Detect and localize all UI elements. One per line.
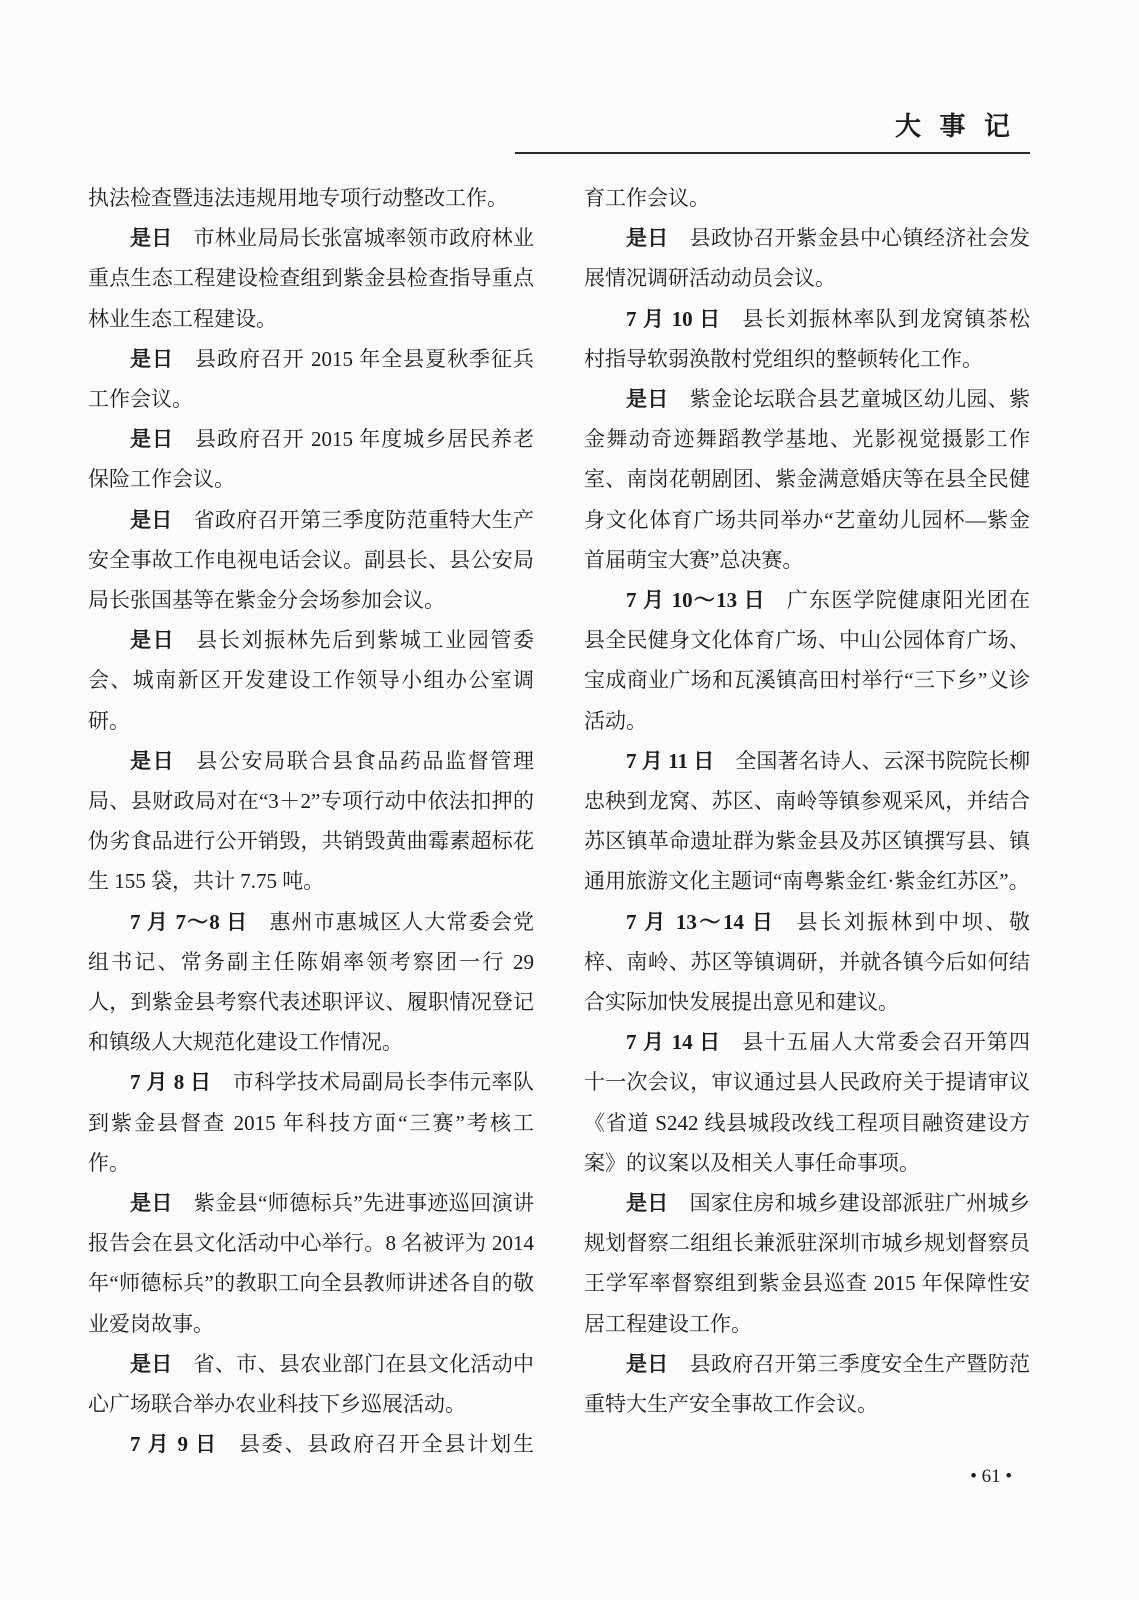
entry [88,620,534,741]
entry-date-label: 7 月 10～13 日 [626,588,766,613]
entry-text: 全国著名诗人、云深书院院长柳忠秧到龙窝、苏区、南岭等镇参观采风，并结合苏区镇革命遗址群为紫金县及苏区镇撰写县、镇通用旅游文化主题词“南粤紫金红·紫金红苏区”。 [584,748,1030,894]
entry-date-label: 7 月 13～14 日 [626,909,776,934]
entry [584,218,1030,298]
header-rule [515,152,1030,154]
entry-text: 育工作会议。 [584,186,710,210]
left-column [88,178,534,1465]
entry [88,1183,534,1344]
entry-date-label: 7 月 14 日 [626,1030,722,1055]
entry-text: 惠州市惠城区人大常委会党组书记、常务副主任陈娟率领考察团一行 29 人，到紫金县考察代表述职评议、履职情况登记和镇级人大规范化建设工作情况。 [88,909,535,1055]
entry [88,902,534,1063]
entry [88,741,534,902]
entry-date-label: 是日 [626,387,669,412]
entry [88,339,534,419]
continued-entry [88,178,534,218]
entry-date-label: 是日 [130,1351,173,1376]
entry-date-label: 7 月 9 日 [130,1432,218,1457]
entry [88,419,534,499]
entry-date-label: 是日 [626,1191,669,1216]
entry-date-label: 是日 [130,226,173,251]
entry-text: 省政府召开第三季度防范重特大生产安全事故工作电视电话会议。副县长、县公安局局长张国基等在紫金分会场参加会议。 [88,507,535,613]
entry [584,1022,1030,1183]
entry-date-label: 是日 [626,1351,669,1376]
entry-date-label: 是日 [130,1191,173,1216]
entry-text: 县政府召开 2015 年全县夏秋季征兵工作会议。 [88,346,534,412]
entry [88,1062,534,1183]
entry-text: 广东医学院健康阳光团在县全民健身文化体育广场、中山公园体育广场、宝成商业广场和瓦溪镇高田村举行“三下乡”义诊活动。 [584,588,1031,733]
entry-date-label: 7 月 8 日 [130,1070,212,1095]
entry [584,902,1030,1023]
entry-text: 国家住房和城乡建设部派驻广州城乡规划督察二组组长兼派驻深圳市城乡规划督察员王学军率督察组到紫金县巡查 2015 年保障性安居工程建设工作。 [584,1191,1031,1336]
entry [584,1183,1030,1344]
entry-date-label: 是日 [130,346,174,371]
entry-text: 省、市、县农业部门在县文化活动中心广场联合举办农业科技下乡巡展活动。 [88,1351,535,1417]
entry-text: 紫金论坛联合县艺童城区幼儿园、紫金舞动奇迹舞蹈教学基地、光影视觉摄影工作室、南岗花朝剧团、紫金满意婚庆等在县全民健身文化体育广场共同举办“艺童幼儿园杯—紫金首届萌宝大赛”总决赛。 [584,387,1031,572]
right-column [584,178,1030,1424]
entry-text: 县长刘振林到中坝、敬梓、南岭、苏区等镇调研，并就各镇今后如何结合实际加快发展提出意见和建议。 [584,909,1030,1015]
entry-text: 紫金县“师德标兵”先进事迹巡回演讲报告会在县文化活动中心举行。8 名被评为 2014 年“师德标兵”的教职工向全县教师讲述各自的敬业爱岗故事。 [88,1191,535,1336]
entry-date-label: 7 月 11 日 [626,748,715,773]
entry [88,500,534,621]
entry-text: 市林业局局长张富城率领市政府林业重点生态工程建设检查组到紫金县检查指导重点林业生态工程建设。 [88,226,535,331]
entry [584,299,1030,379]
entry-date-label: 是日 [130,507,173,532]
entry-date-label: 是日 [130,628,176,653]
entry [88,218,534,339]
entry [584,580,1030,741]
entry-date-label: 是日 [130,427,174,452]
entry-text: 县十五届人大常委会召开第四十一次会议，审议通过县人民政府关于提请审议《省道 S242 线县城段改线工程项目融资建设方案》的议案以及相关人事任命事项。 [584,1030,1031,1175]
continued-entry [584,178,1030,218]
entry-continues-next-column [88,1424,534,1464]
entry-text: 县政协召开紫金县中心镇经济社会发展情况调研活动动员会议。 [584,226,1031,291]
entry-date-label: 是日 [626,226,669,251]
entry-text: 县公安局联合县食品药品监督管理局、县财政局对在“3＋2”专项行动中依法扣押的伪劣食品进行公开销毁，共销毁黄曲霉素超标花生 155 袋，共计 7.75 吨。 [88,748,534,894]
entry-text: 县政府召开第三季度安全生产暨防范重特大生产安全事故工作会议。 [584,1351,1031,1417]
running-head-title: 大 事 记 [894,112,1016,141]
entry-text: 县长刘振林先后到紫城工业园管委会、城南新区开发建设工作领导小组办公室调研。 [88,628,534,733]
entry-text: 县政府召开 2015 年度城乡居民养老保险工作会议。 [88,427,534,492]
entry [88,1344,534,1424]
page-number: • 61 • [970,1466,1012,1487]
entry [584,741,1030,902]
entry-date-label: 是日 [130,748,176,773]
entry [584,1344,1030,1424]
entry-text: 执法检查暨违法违规用地专项行动整改工作。 [88,186,508,210]
entry-text: 县委、县政府召开全县计划生 [238,1432,535,1457]
entry-text: 市科学技术局副局长李伟元率队到紫金县督查 2015 年科技方面“三赛”考核工作。 [88,1070,535,1175]
entry-date-label: 7 月 7～8 日 [130,909,249,934]
entry-date-label: 7 月 10 日 [626,306,722,331]
entry-text: 县长刘振林率队到龙窝镇茶松村指导软弱涣散村党组织的整顿转化工作。 [584,306,1031,371]
entry [584,379,1030,580]
